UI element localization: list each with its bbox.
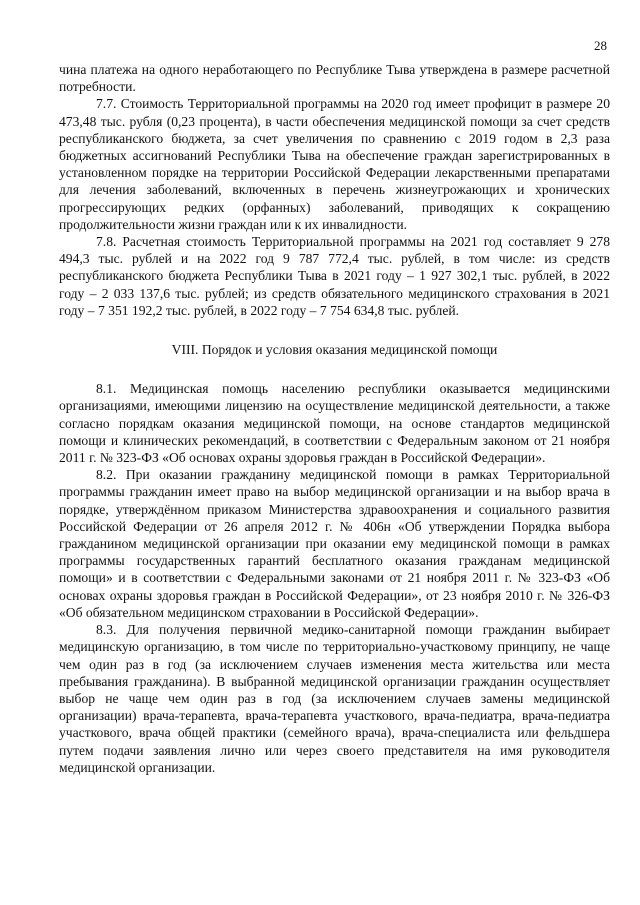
page-number: 28	[594, 38, 607, 53]
paragraph-8-3: 8.3. Для получения первичной медико-санитарной помощи гражданин выбирает медицинскую организацию, в том числе по территориально-участковому принципу, не чаще чем один раз в год (за исключением случаев изменения места жительства или места пребывания гражданина). В выбранной медицинской организации гражданин осуществляет выбор не чаще чем один раз в год (за исключением случаев замены медицинской организации) врача-терапевта, врача-терапевта участкового, врача-педиатра, врача-педиатра участкового, врача общей практики (семейного врача), врача-специалиста или фельдшера путем подачи заявления лично или через своего представителя на имя руководителя медицинской организации.	[59, 622, 610, 775]
paragraph-7-7: 7.7. Стоимость Территориальной программы на 2020 год имеет профицит в размере 20 473,48 тыс. рубля (0,23 процента), в части обеспечения медицинской помощи за счет средств республиканского бюджета, за счет увеличения по сравнению с 2019 годом в 2,3 раза бюджетных ассигнований Республики Тыва на обеспечение граждан зарегистрированных в установленном порядке на территории Российской Федерации лекарственными препаратами для лечения заболеваний, включенных в перечень жизнеугрожающих и хронических прогрессирующих редких (орфанных) заболеваний, приводящих к сокращению продолжительности жизни граждан или к их инвалидности.	[59, 96, 610, 232]
paragraph-7-8: 7.8. Расчетная стоимость Территориальной программы на 2021 год составляет 9 278 494,3 тыс. рублей и на 2022 год 9 787 772,4 тыс. рублей, в том числе: из средств республиканского бюджета Республики Тыва в 2021 году – 1 927 302,1 тыс. рублей, в 2022 году – 2 033 137,6 тыс. рублей; из средств обязательного медицинского страхования в 2021 году – 7 351 192,2 тыс. рублей, в 2022 году – 7 754 634,8 тыс. рублей.	[59, 234, 610, 318]
paragraph-8-1: 8.1. Медицинская помощь населению республики оказывается медицинскими организациями, имеющими лицензию на осуществление медицинской деятельности, а также согласно порядкам оказания медицинской помощи, на основе стандартов медицинской помощи и клинических рекомендаций, в соответствии с Федеральным законом от 21 ноября 2011 г. № 323-ФЗ «Об основах охраны здоровья граждан в Российской Федерации».	[59, 381, 610, 466]
document-body	[59, 61, 610, 776]
section-heading-viii: VIII. Порядок и условия оказания медицинской помощи	[171, 342, 498, 358]
paragraph-continuation: чина платежа на одного неработающего по Республике Тыва утверждена в размере расчетной потребности.	[59, 62, 610, 95]
paragraph-8-2: 8.2. При оказании гражданину медицинской помощи в рамках Территориальной программы гражданин имеет право на выбор медицинской организации и на выбор врача в порядке, утверждённом приказом Министерства здравоохранения и социального развития Российской Федерации от 26 апреля 2012 г. № 406н «Об утверждении Порядка выбора гражданином медицинской организации при оказании ему медицинской помощи в рамках программы государственных гарантий бесплатного оказания гражданам медицинской помощи» и в соответствии с Федеральными законами от 21 ноября 2011 г. № 323-ФЗ «Об основах охраны здоровья граждан в Российской Федерации», от 23 ноября 2010 г. № 326-ФЗ «Об обязательном медицинском страховании в Российской Федерации».	[59, 467, 610, 620]
